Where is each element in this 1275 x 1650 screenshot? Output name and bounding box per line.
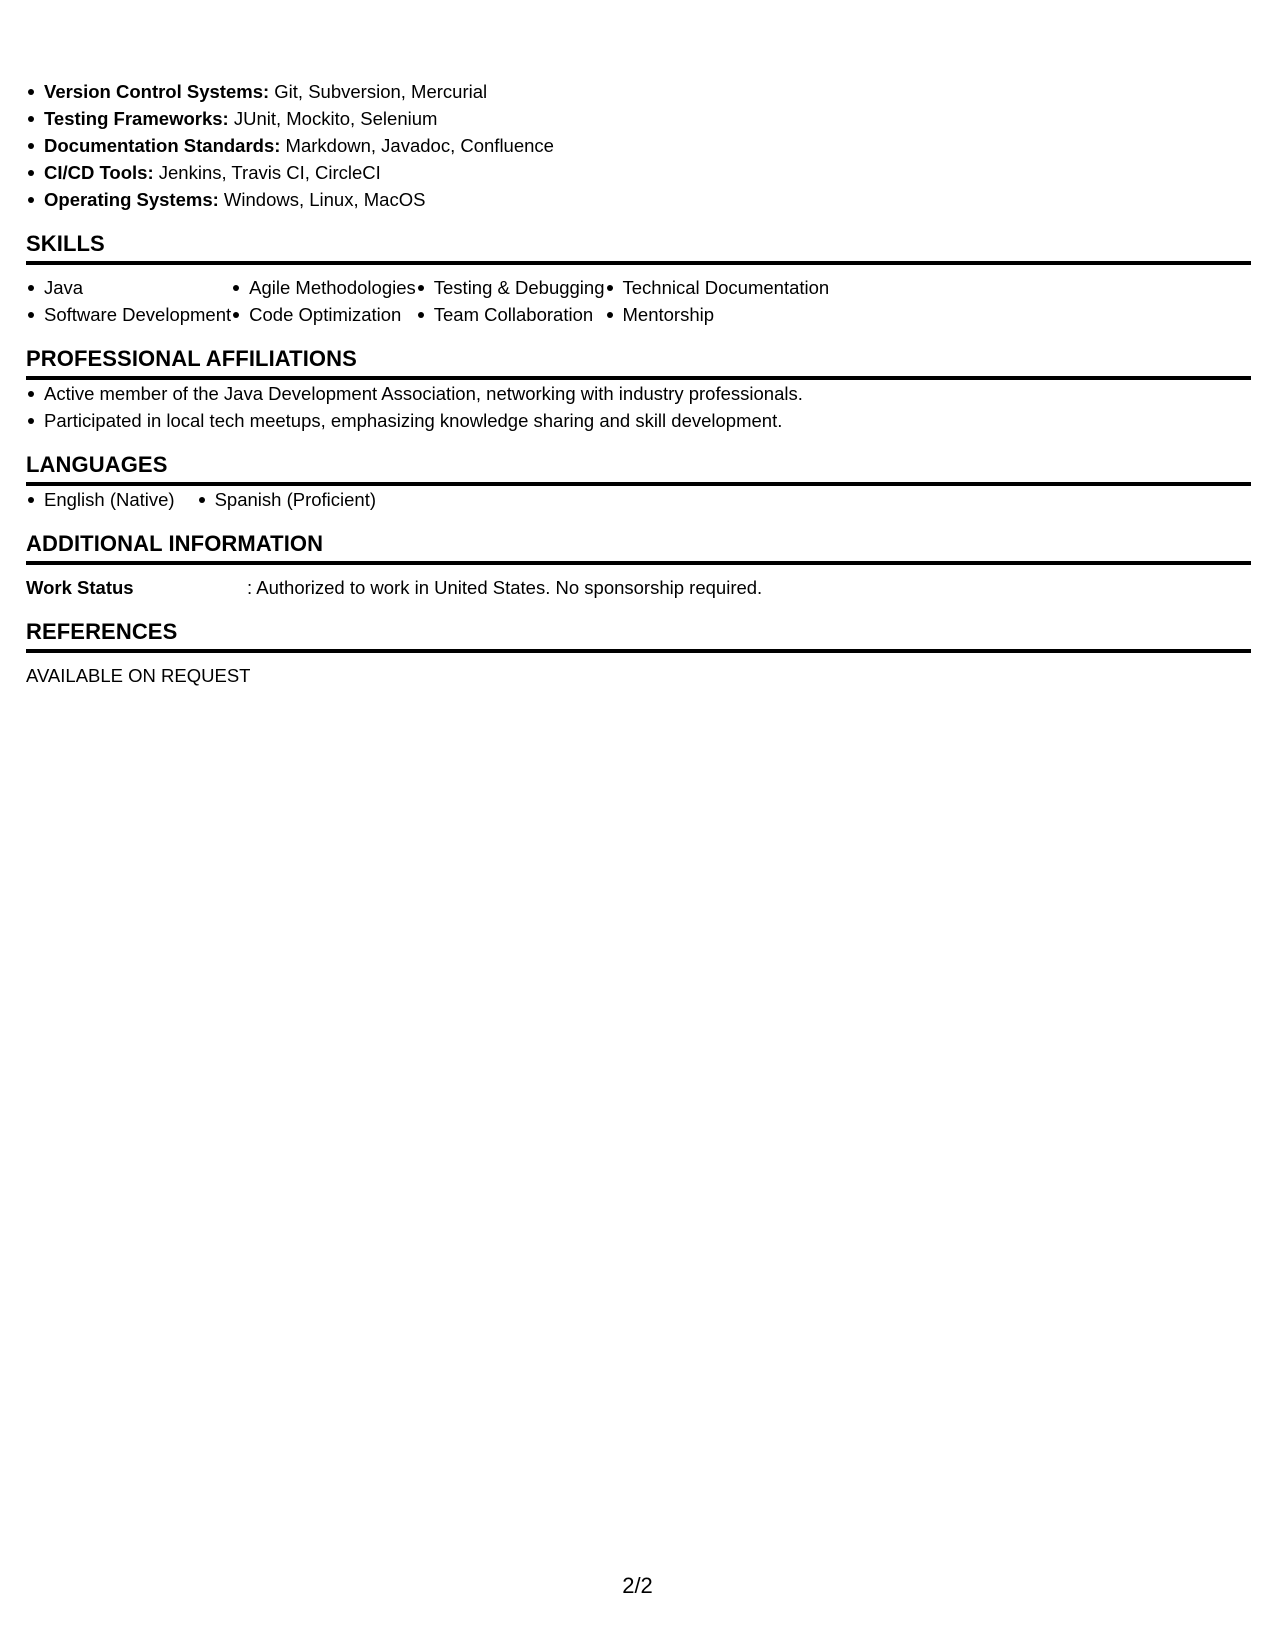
section-title-skills: SKILLS xyxy=(26,230,1251,265)
work-status-label: Work Status xyxy=(26,577,134,598)
item-label: Operating Systems: xyxy=(44,189,219,210)
item-label: Documentation Standards: xyxy=(44,135,281,156)
skills-column xyxy=(26,274,231,328)
references-section xyxy=(26,618,1251,689)
list-item xyxy=(26,159,1251,186)
item-value: Windows, Linux, MacOS xyxy=(218,189,426,210)
list-item: Active member of the Java Development Association, networking with industry professionals. xyxy=(26,380,1251,407)
section-title-affiliations: PROFESSIONAL AFFILIATIONS xyxy=(26,345,1251,380)
languages-section xyxy=(26,451,1251,513)
affiliations-list xyxy=(26,380,1251,434)
list-item xyxy=(26,105,1251,132)
skills-column xyxy=(231,274,416,328)
skill-item: Testing & Debugging xyxy=(416,274,605,301)
work-status-value: : Authorized to work in United States. No sponsorship required. xyxy=(247,577,763,598)
item-value: JUnit, Mockito, Selenium xyxy=(228,108,438,129)
item-label: Version Control Systems: xyxy=(44,81,270,102)
technical-list xyxy=(26,78,1251,213)
references-text: AVAILABLE ON REQUEST xyxy=(26,665,251,686)
section-title-additional: ADDITIONAL INFORMATION xyxy=(26,530,1251,565)
list-item xyxy=(26,186,1251,213)
item-value: Jenkins, Travis CI, CircleCI xyxy=(153,162,381,183)
section-title-references: REFERENCES xyxy=(26,618,1251,653)
list-item: Participated in local tech meetups, emphasizing knowledge sharing and skill development. xyxy=(26,407,1251,434)
affiliations-section xyxy=(26,345,1251,434)
skill-item: Software Development xyxy=(26,301,231,328)
item-value: Markdown, Javadoc, Confluence xyxy=(280,135,554,156)
work-status-row xyxy=(26,574,1251,601)
skill-item: Mentorship xyxy=(605,301,830,328)
language-item: English (Native) xyxy=(26,486,175,513)
section-title-languages: LANGUAGES xyxy=(26,451,1251,486)
skill-item: Technical Documentation xyxy=(605,274,830,301)
skills-column xyxy=(605,274,830,328)
skill-item: Java xyxy=(26,274,231,301)
item-value: Git, Subversion, Mercurial xyxy=(269,81,488,102)
item-label: CI/CD Tools: xyxy=(44,162,154,183)
languages-list xyxy=(26,486,1251,513)
additional-section xyxy=(26,530,1251,601)
skills-grid xyxy=(26,274,1251,328)
skills-section xyxy=(26,230,1251,328)
language-item: Spanish (Proficient) xyxy=(197,486,376,513)
skill-item: Code Optimization xyxy=(231,301,416,328)
skill-item: Team Collaboration xyxy=(416,301,605,328)
skills-column xyxy=(416,274,605,328)
skill-item: Agile Methodologies xyxy=(231,274,416,301)
resume-page xyxy=(26,78,1251,689)
page-number: 2/2 xyxy=(622,1573,653,1598)
list-item xyxy=(26,132,1251,159)
item-label: Testing Frameworks: xyxy=(44,108,229,129)
list-item xyxy=(26,78,1251,105)
